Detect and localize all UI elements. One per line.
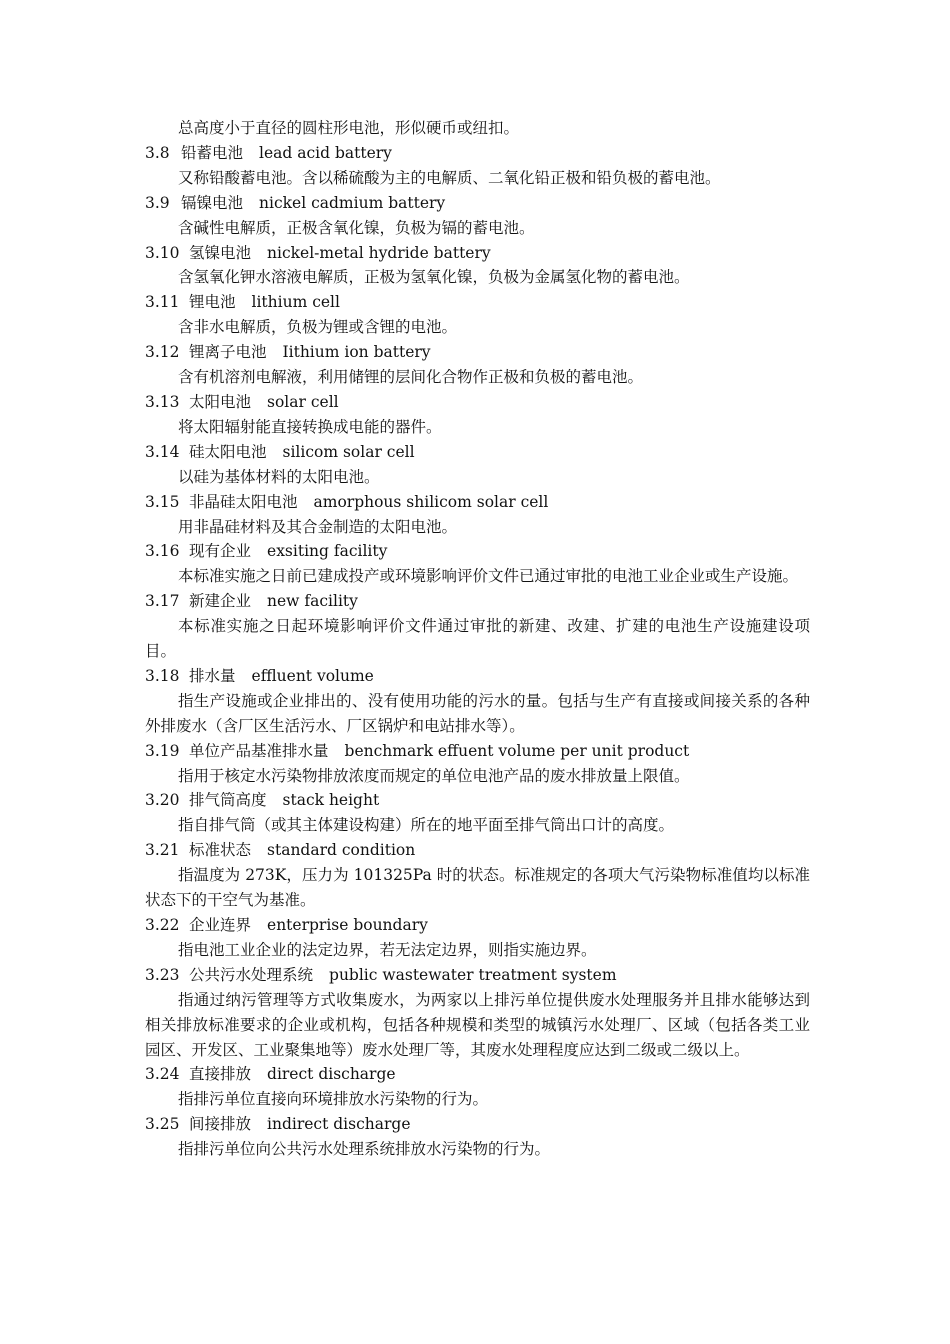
term-number: 3.18 (145, 666, 180, 685)
term-number: 3.25 (145, 1115, 180, 1134)
term-number: 3.15 (145, 492, 180, 511)
term-definition: 含非水电解质，负极为锂或含锂的电池。 (178, 318, 458, 337)
term-heading (145, 290, 810, 315)
term-english: stack height (282, 791, 380, 810)
term-chinese: 非晶硅太阳电池 (189, 492, 298, 511)
term-heading (145, 241, 810, 266)
term-number: 3.9 (145, 193, 170, 212)
term-number: 3.12 (145, 343, 180, 362)
document-page (145, 116, 810, 1162)
term-chinese: 氢镍电池 (189, 243, 252, 262)
term-english: Iithium ion battery (282, 343, 431, 362)
term-chinese: 排水量 (189, 666, 236, 685)
term-definition: 指电池工业企业的法定边界，若无法定边界，则指实施边界。 (178, 940, 597, 959)
term-definition: 将太阳辐射能直接转换成电能的器件。 (178, 417, 442, 436)
term-number: 3.23 (145, 965, 180, 984)
term-chinese: 太阳电池 (189, 392, 252, 411)
term-english: direct discharge (267, 1065, 396, 1084)
term-heading (145, 664, 810, 689)
term-heading (145, 589, 810, 614)
term-number: 3.20 (145, 791, 180, 810)
term-english: lithium cell (251, 293, 340, 312)
term-chinese: 企业连界 (189, 916, 252, 934)
term-list (145, 141, 810, 1162)
term-english: silicom solar cell (282, 442, 415, 461)
term-chinese: 排气筒高度 (189, 791, 267, 810)
term-heading (145, 340, 810, 365)
term-english: nickel-metal hydride battery (267, 243, 491, 262)
term-number: 3.11 (145, 293, 180, 312)
term-definition: 含碱性电解质，正极含氧化镍，负极为镉的蓄电池。 (178, 218, 535, 237)
term-english: effluent volume (251, 666, 374, 685)
term-heading (145, 490, 810, 515)
term-definition: 指排污单位直接向环境排放水污染物的行为。 (178, 1090, 489, 1109)
term-chinese: 间接排放 (189, 1115, 252, 1134)
term-definition: 指通过纳污管理等方式收集废水，为两家以上排污单位提供废水处理服务并且排水能够达到相关排放标准要求的企业或机构，包括各种规模和类型的城镇污水处理厂、区域（包括各类工业园区、开发区、工业聚集地等）废水处理厂等，其废水处理程度应达到二级或二级以上。 (145, 990, 810, 1059)
term-english: enterprise boundary (267, 916, 428, 934)
term-number: 3.13 (145, 392, 180, 411)
term-chinese: 锂电池 (189, 293, 236, 312)
term-heading (145, 390, 810, 415)
term-definition: 以硅为基体材料的太阳电池。 (178, 467, 380, 486)
term-number: 3.22 (145, 916, 180, 934)
term-definition: 指排污单位向公共污水处理系统排放水污染物的行为。 (178, 1140, 551, 1159)
term-number: 3.10 (145, 243, 180, 262)
term-chinese: 现有企业 (189, 542, 252, 561)
term-chinese: 公共污水处理系统 (189, 965, 314, 984)
term-english: public wastewater treatment system (329, 965, 617, 984)
term-english: standard condition (267, 841, 416, 860)
term-heading (145, 539, 810, 564)
term-chinese: 直接排放 (189, 1065, 252, 1084)
term-number: 3.24 (145, 1065, 180, 1084)
term-english: new facility (267, 592, 358, 611)
term-heading (145, 440, 810, 465)
intro-definition: 总高度小于直径的圆柱形电池，形似硬币或纽扣。 (178, 119, 520, 137)
term-english: amorphous shilicom solar cell (313, 492, 549, 511)
term-definition: 指自排气筒（或其主体建设构建）所在的地平面至排气筒出口计的高度。 (178, 816, 675, 835)
term-heading (145, 788, 810, 813)
term-number: 3.21 (145, 841, 180, 860)
term-chinese: 镉镍电池 (181, 193, 244, 212)
term-definition: 指生产设施或企业排出的、没有使用功能的污水的量。包括与生产有直接或间接关系的各种外排废水（含厂区生活污水、厂区锅炉和电站排水等）。 (145, 691, 810, 735)
term-heading (145, 838, 810, 863)
term-heading (145, 739, 810, 764)
term-definition: 本标准实施之日前已建成投产或环境影响评价文件已通过审批的电池工业企业或生产设施。 (178, 567, 799, 586)
term-definition: 含氢氧化钾水溶液电解质，正极为氢氧化镍，负极为金属氢化物的蓄电池。 (178, 268, 690, 287)
term-definition: 含有机溶剂电解液，利用储锂的层间化合物作正极和负极的蓄电池。 (178, 368, 644, 387)
term-number: 3.19 (145, 741, 180, 760)
term-definition: 用非晶硅材料及其合金制造的太阳电池。 (178, 517, 458, 536)
term-chinese: 铅蓄电池 (181, 143, 244, 162)
term-heading (145, 1062, 810, 1087)
term-number: 3.17 (145, 592, 180, 611)
term-heading (145, 913, 810, 938)
term-english: exsiting facility (267, 542, 388, 561)
term-heading (145, 141, 810, 166)
term-english: indirect discharge (267, 1115, 411, 1134)
term-english: lead acid battery (259, 143, 392, 162)
term-chinese: 锂离子电池 (189, 343, 267, 362)
term-number: 3.16 (145, 542, 180, 561)
term-definition: 指用于核定水污染物排放浓度而规定的单位电池产品的废水排放量上限值。 (178, 766, 690, 785)
term-chinese: 标准状态 (189, 841, 252, 860)
term-heading (145, 1112, 810, 1137)
term-english: nickel cadmium battery (259, 193, 446, 212)
term-chinese: 新建企业 (189, 592, 252, 611)
term-chinese: 单位产品基准排水量 (189, 741, 329, 760)
term-heading (145, 191, 810, 216)
term-english: benchmark effuent volume per unit product (344, 741, 690, 760)
term-number: 3.14 (145, 442, 180, 461)
term-definition: 指温度为 273K，压力为 101325Pa 时的状态。标准规定的各项大气污染物标准值均以标准状态下的干空气为基准。 (145, 866, 810, 910)
term-heading (145, 963, 810, 988)
term-number: 3.8 (145, 143, 170, 162)
term-definition: 又称铅酸蓄电池。含以稀硫酸为主的电解质、二氧化铅正极和铅负极的蓄电池。 (178, 168, 721, 187)
term-chinese: 硅太阳电池 (189, 442, 267, 461)
term-definition: 本标准实施之日起环境影响评价文件通过审批的新建、改建、扩建的电池生产设施建设项目。 (145, 617, 810, 661)
term-english: solar cell (267, 392, 339, 411)
